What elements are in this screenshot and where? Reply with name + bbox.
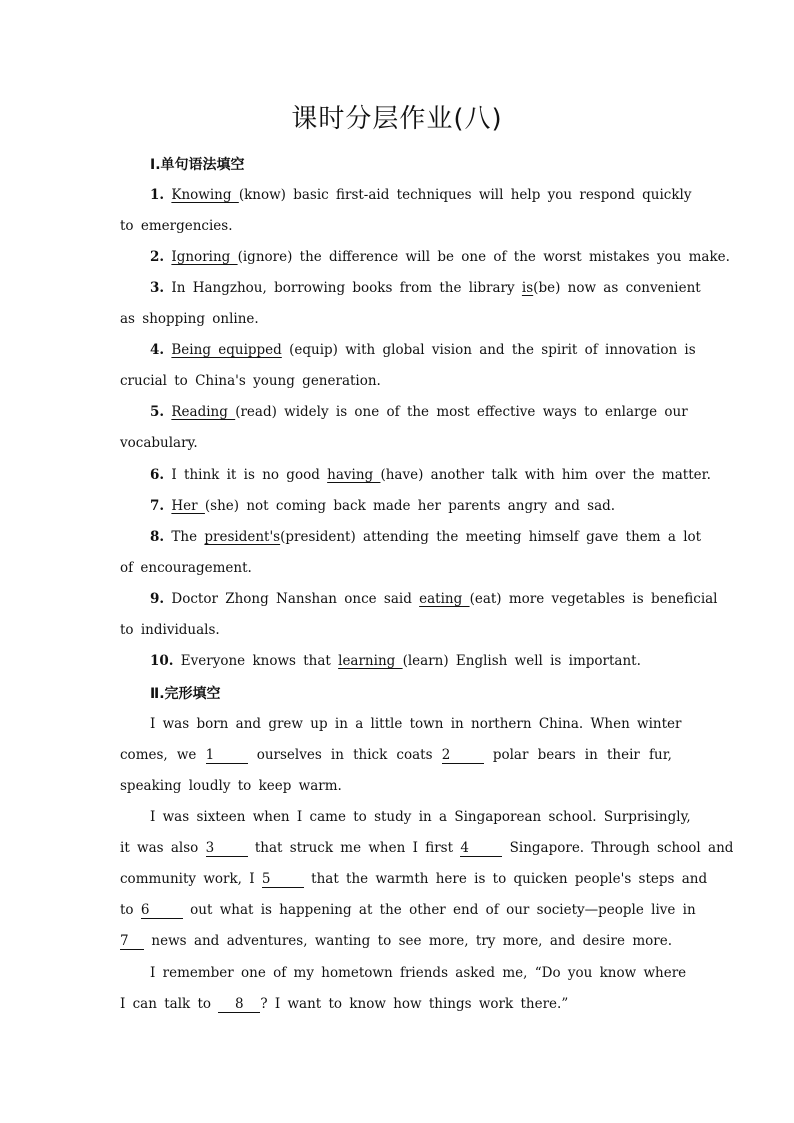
question-9 (150, 589, 718, 609)
answer-text: president's (204, 529, 281, 545)
question-text: Everyone knows that (180, 653, 331, 669)
cloze-paragraph-2-line-2 (120, 838, 734, 858)
question-1 (150, 185, 692, 205)
question-text: (learn) English well is important. (402, 653, 641, 669)
question-number: 1. (150, 187, 165, 203)
cloze-paragraph-3-line-2 (120, 994, 568, 1014)
question-number: 9. (150, 591, 165, 607)
question-text: (eat) more vegetables is beneficial (469, 591, 718, 607)
question-number: 2. (150, 249, 165, 265)
question-text: I think it is no good (171, 467, 320, 483)
answer-text: having (327, 467, 381, 483)
blank-5: 5 (262, 871, 304, 888)
passage-text: Singapore. Through school and (509, 840, 734, 856)
passage-text: ? I want to know how things work there.” (260, 996, 569, 1012)
question-text: (be) now as convenient (533, 280, 701, 296)
question-text: (ignore) the difference will be one of the worst mistakes you make. (237, 249, 730, 265)
question-text: The (171, 529, 198, 545)
blank-1: 1 (206, 747, 248, 764)
question-5-continuation: vocabulary. (120, 435, 198, 451)
passage-text: community work, I (120, 871, 255, 887)
answer-text: Reading (171, 404, 236, 420)
passage-text: I can talk to (120, 996, 212, 1012)
answer-text: Being equipped (171, 342, 282, 358)
cloze-paragraph-2-line-5 (120, 931, 672, 951)
answer-text: learning (338, 653, 403, 669)
question-text: (president) attending the meeting himself gave them a lot (280, 529, 702, 545)
question-8 (150, 527, 702, 547)
question-1-continuation: to emergencies. (120, 218, 233, 234)
question-number: 7. (150, 498, 165, 514)
question-5 (150, 402, 688, 422)
cloze-paragraph-2-line-4 (120, 900, 696, 920)
question-text: In Hangzhou, borrowing books from the library (171, 280, 515, 296)
answer-text: Knowing (171, 187, 239, 203)
question-number: 8. (150, 529, 165, 545)
passage-text: that the warmth here is to quicken people's steps and (311, 871, 708, 887)
question-3-continuation: as shopping online. (120, 311, 259, 327)
blank-4: 4 (460, 840, 502, 857)
question-text: basic first-aid techniques will help you respond quickly (293, 187, 692, 203)
question-number: 6. (150, 467, 165, 483)
question-number: 4. (150, 342, 165, 358)
passage-text: it was also (120, 840, 199, 856)
question-8-continuation: of encouragement. (120, 560, 252, 576)
section-heading-grammar: Ⅰ.单句语法填空 (150, 157, 245, 173)
cloze-paragraph-3-line-1: I remember one of my hometown friends asked me, “Do you know where (150, 965, 687, 981)
passage-text: to (120, 902, 134, 918)
page-title: 课时分层作业(八) (291, 104, 503, 134)
question-text: (read) widely is one of the most effective ways to enlarge our (235, 404, 688, 420)
question-number: 10. (150, 653, 174, 669)
question-2 (150, 247, 730, 267)
cloze-paragraph-2-line-3 (120, 869, 708, 889)
passage-text: news and adventures, wanting to see more, try more, and desire more. (151, 933, 672, 949)
cloze-paragraph-1-line-2 (120, 745, 672, 765)
passage-text: ourselves in thick coats (256, 747, 433, 763)
question-text: (she) not coming back made her parents angry and sad. (204, 498, 616, 514)
answer-text: Her (171, 498, 205, 514)
cloze-paragraph-1-line-3: speaking loudly to keep warm. (120, 778, 342, 794)
question-4 (150, 340, 696, 360)
question-6 (150, 465, 711, 485)
passage-text: polar bears in their fur, (492, 747, 672, 763)
question-number: 3. (150, 280, 165, 296)
passage-text: that struck me when I first (254, 840, 454, 856)
question-7 (150, 496, 615, 516)
blank-3: 3 (206, 840, 248, 857)
blank-6: 6 (141, 902, 183, 919)
passage-text: out what is happening at the other end of our society—people live in (190, 902, 696, 918)
answer-text: Ignoring (171, 249, 238, 265)
blank-7: 7 (120, 933, 144, 950)
question-text: (equip) with global vision and the spirit of innovation is (289, 342, 696, 358)
question-number: 5. (150, 404, 165, 420)
cloze-paragraph-2-line-1: I was sixteen when I came to study in a Singaporean school. Surprisingly, (150, 809, 691, 825)
answer-text: is (521, 280, 534, 296)
section-heading-cloze: Ⅱ.完形填空 (150, 686, 221, 702)
blank-8: 8 (218, 996, 260, 1013)
blank-2: 2 (442, 747, 484, 764)
question-4-continuation: crucial to China's young generation. (120, 373, 381, 389)
question-text: Doctor Zhong Nanshan once said (171, 591, 412, 607)
question-text: (have) another talk with him over the matter. (380, 467, 711, 483)
question-9-continuation: to individuals. (120, 622, 220, 638)
passage-text: comes, we (120, 747, 197, 763)
hint-text: (know) (238, 187, 286, 203)
question-3 (150, 278, 701, 298)
question-10 (150, 651, 641, 671)
cloze-paragraph-1-line-1: I was born and grew up in a little town in northern China. When winter (150, 716, 682, 732)
answer-text: eating (419, 591, 470, 607)
